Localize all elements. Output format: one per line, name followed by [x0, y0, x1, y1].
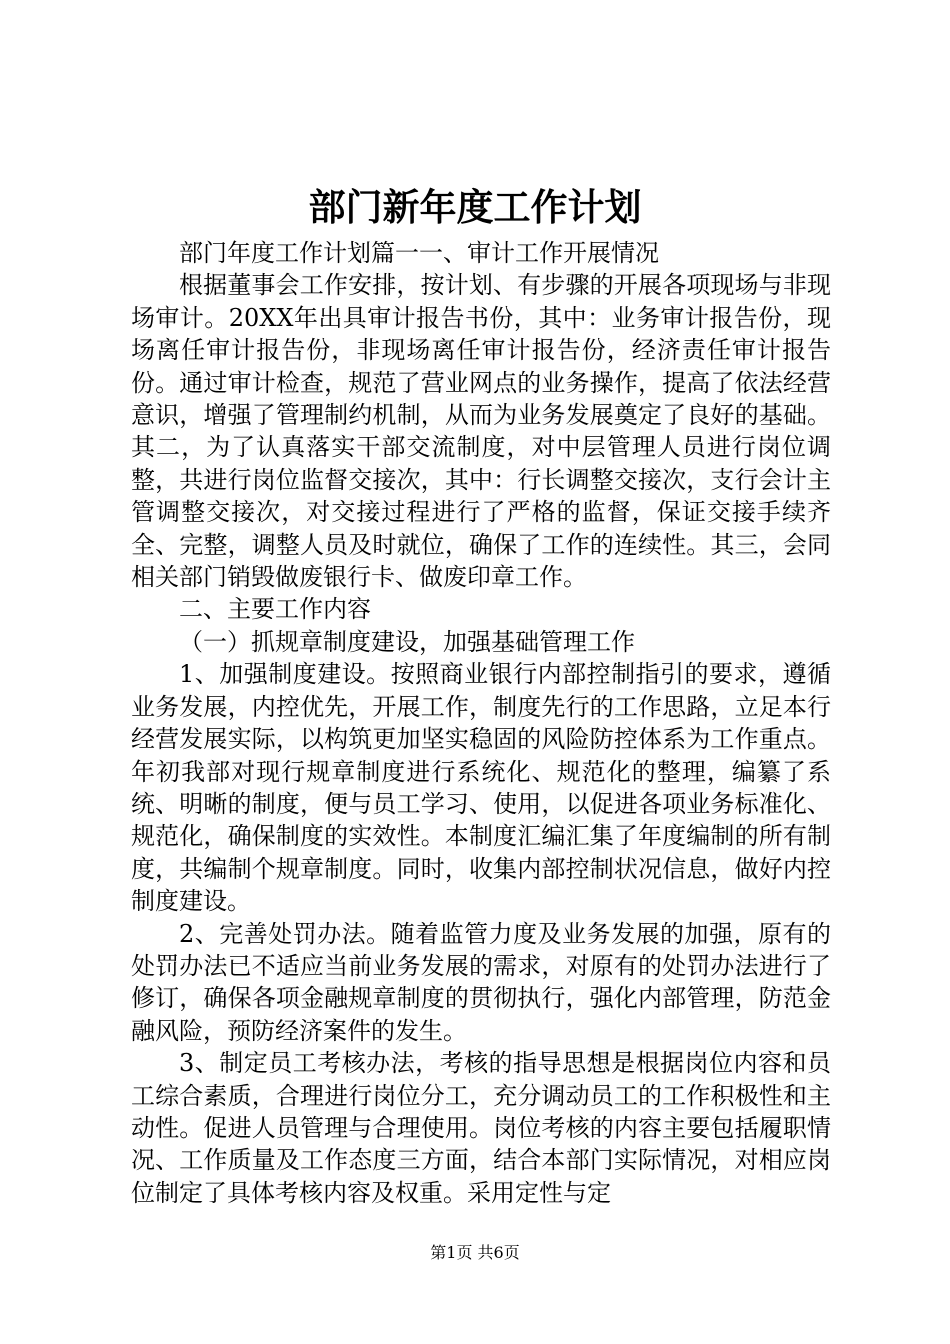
subsection-heading-regulations: （一）抓规章制度建设，加强基础管理工作 [179, 627, 635, 656]
document-body [131, 237, 831, 1209]
paragraph-audit-summary: 根据董事会工作安排，按计划、有步骤的开展各项现场与非现场审计。20XX年出具审计报告书份，其中：业务审计报告份，现场离任审计报告份，非现场离任审计报告份，经济责任审计报告份。通过审计检查，规范了营业网点的业务操作，提高了依法经营意识，增强了管理制约机制，从而为业务发展奠定了良好的基础。其二，为了认真落实干部交流制度，对中层管理人员进行岗位调整，共进行岗位监督交接次，其中：行长调整交接次，支行会计主管调整交接次，对交接过程进行了严格的监督，保证交接手续齐全、完整，调整人员及时就位，确保了工作的连续性。其三，会同相关部门销毁做废银行卡、做废印章工作。 [131, 271, 831, 592]
paragraph-item-1: 1、加强制度建设。按照商业银行内部控制指引的要求，遵循业务发展，内控优先，开展工作，制度先行的工作思路，立足本行经营发展实际，以构筑更加坚实稳固的风险防控体系为工作重点。年初我部对现行规章制度进行系统化、规范化的整理，编纂了系统、明晰的制度，便与员工学习、使用，以促进各项业务标准化、规范化，确保制度的实效性。本制度汇编汇集了年度编制的所有制度，共编制个规章制度。同时，收集内部控制状况信息，做好内控制度建设。 [131, 660, 831, 916]
paragraph-item-2: 2、完善处罚办法。随着监管力度及业务发展的加强，原有的处罚办法已不适应当前业务发展的需求，对原有的处罚办法进行了修订，确保各项金融规章制度的贯彻执行，强化内部管理，防范金融风险，预防经济案件的发生。 [131, 919, 831, 1045]
document-title: 部门新年度工作计划 [308, 185, 642, 229]
paragraph-item-3: 3、制定员工考核办法，考核的指导思想是根据岗位内容和员工综合素质，合理进行岗位分工，充分调动员工的工作积极性和主动性。促进人员管理与合理使用。岗位考核的内容主要包括履职情况、工作质量及工作态度三方面，结合本部门实际情况，对相应岗位制定了具体考核内容及权重。采用定性与定 [131, 1049, 831, 1207]
paragraph-intro: 部门年度工作计划篇一一、审计工作开展情况 [179, 239, 659, 267]
section-heading-main-work: 二、主要工作内容 [179, 595, 371, 624]
page-number-footer: 第1页 共6页 [430, 1243, 520, 1262]
